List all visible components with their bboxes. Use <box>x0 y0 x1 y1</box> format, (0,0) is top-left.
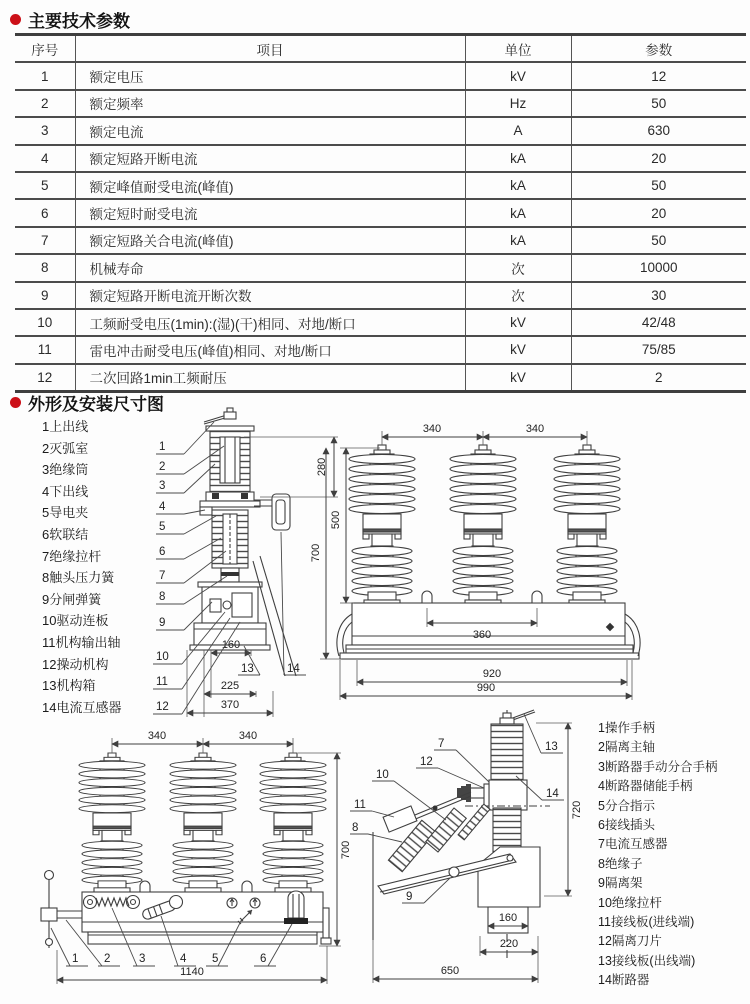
cell-item: 额定电流 <box>75 117 465 144</box>
callout-6: 6 <box>260 953 267 965</box>
parts-list-item: 3绝缘筒 <box>42 462 89 478</box>
cell-value: 75/85 <box>571 336 746 363</box>
dim-160: 160 <box>498 912 518 924</box>
parts-list-item: 11机构输出轴 <box>42 634 121 650</box>
dim-650: 650 <box>440 965 460 977</box>
dim-360: 360 <box>472 629 492 641</box>
table-header-row <box>15 35 746 63</box>
front-view-mechanism-diagram <box>28 722 378 1004</box>
dim-500: 500 <box>330 510 342 530</box>
callout-8: 8 <box>159 591 166 603</box>
callout-2: 2 <box>104 953 111 965</box>
parts-list-item: 9分闸弹簧 <box>42 591 102 607</box>
callout-12: 12 <box>420 756 433 768</box>
dim-370: 370 <box>220 699 240 711</box>
parts-list-item: 10驱动连板 <box>42 613 109 629</box>
parts-list-item: 4断路器储能手柄 <box>598 779 693 794</box>
parts-list-item: 7绝缘拉杆 <box>42 548 102 564</box>
table-row <box>15 227 746 254</box>
parts-list-item: 3断路器手动分合手柄 <box>598 759 718 774</box>
parts-list-item: 13机构箱 <box>42 678 96 694</box>
parts-list-item: 10绝缘拉杆 <box>598 895 662 910</box>
table-row <box>15 336 746 363</box>
table-row <box>15 145 746 172</box>
callout-7: 7 <box>159 570 166 582</box>
parts-list-item: 12隔离刀片 <box>598 934 662 949</box>
cell-unit: 次 <box>465 282 571 309</box>
callout-3: 3 <box>139 953 146 965</box>
table-row <box>15 309 746 336</box>
cell-value: 50 <box>571 227 746 254</box>
cell-item: 额定短路开断电流 <box>75 145 465 172</box>
table-row <box>15 199 746 226</box>
parts-list-item: 2隔离主轴 <box>598 740 655 755</box>
cell-value: 10000 <box>571 254 746 281</box>
parts-list-item: 5导电夹 <box>42 505 89 521</box>
callout-9: 9 <box>406 891 413 903</box>
cell-value: 50 <box>571 90 746 117</box>
parts-list-item: 5分合指示 <box>598 798 655 813</box>
red-bullet-icon <box>10 397 21 408</box>
table-row <box>15 62 746 89</box>
cell-index: 8 <box>15 254 75 281</box>
callout-5: 5 <box>212 953 219 965</box>
section-title-text: 主要技术参数 <box>28 12 130 31</box>
col-header-item: 项目 <box>75 35 465 63</box>
cell-unit: kA <box>465 199 571 226</box>
cell-unit: A <box>465 117 571 144</box>
callout-11: 11 <box>354 799 366 811</box>
table-row <box>15 90 746 117</box>
callout-14: 14 <box>546 788 559 800</box>
cell-value: 20 <box>571 199 746 226</box>
callout-5: 5 <box>159 521 166 533</box>
dim-225: 225 <box>220 680 240 692</box>
cell-index: 10 <box>15 309 75 336</box>
cell-value: 20 <box>571 145 746 172</box>
cell-item: 二次回路1min工频耐压 <box>75 364 465 392</box>
col-header-index: 序号 <box>31 42 59 58</box>
cell-value: 2 <box>571 364 746 392</box>
cell-item: 额定短路开断电流开断次数 <box>75 282 465 309</box>
cell-index: 7 <box>15 227 75 254</box>
dim-720: 720 <box>571 800 583 820</box>
dim-990: 990 <box>476 682 496 694</box>
cell-unit: kA <box>465 145 571 172</box>
cell-unit: kV <box>465 62 571 89</box>
cell-item: 雷电冲击耐受电压(峰值)相同、对地/断口 <box>75 336 465 363</box>
pole-parts-list <box>42 416 121 718</box>
callout-10: 10 <box>156 651 169 663</box>
cell-unit: kV <box>465 364 571 392</box>
cell-item: 工频耐受电压(1min):(湿)(干)相同、对地/断口 <box>75 309 465 336</box>
col-header-value: 参数 <box>571 35 746 63</box>
cell-item: 额定频率 <box>75 90 465 117</box>
red-bullet-icon <box>10 14 21 25</box>
cell-unit: kV <box>465 309 571 336</box>
cell-item: 额定短路关合电流(峰值) <box>75 227 465 254</box>
side-view-diagram <box>350 700 600 1004</box>
parts-list-item: 1上出线 <box>42 419 89 434</box>
callout-14: 14 <box>287 663 300 675</box>
cell-value: 42/48 <box>571 309 746 336</box>
cell-item: 额定峰值耐受电流(峰值) <box>75 172 465 199</box>
cell-item: 机械寿命 <box>75 254 465 281</box>
dim-700: 700 <box>310 543 322 563</box>
cell-value: 630 <box>571 117 746 144</box>
callout-13: 13 <box>241 663 254 675</box>
callout-4: 4 <box>159 501 166 513</box>
cell-index: 6 <box>15 199 75 226</box>
section-title-params <box>10 7 130 32</box>
parts-list-item: 4下出线 <box>42 483 89 499</box>
callout-8: 8 <box>352 822 359 834</box>
parts-list-item: 6软联结 <box>42 526 89 542</box>
cell-index: 9 <box>15 282 75 309</box>
cell-index: 4 <box>15 145 75 172</box>
cell-value: 12 <box>571 62 746 89</box>
table-row <box>15 117 746 144</box>
cell-index: 1 <box>15 62 75 89</box>
dim-700: 700 <box>340 840 352 860</box>
parts-list-item: 14断路器 <box>598 973 650 988</box>
cell-item: 额定短时耐受电流 <box>75 199 465 226</box>
dim-340-b: 340 <box>238 730 258 742</box>
parts-list-item: 8绝缘子 <box>598 856 643 871</box>
section-title-text: 外形及安装尺寸图 <box>28 395 164 414</box>
table-row <box>15 364 746 392</box>
cell-index: 5 <box>15 172 75 199</box>
callout-6: 6 <box>159 546 166 558</box>
parts-list-item: 6接线插头 <box>598 818 655 833</box>
table-row <box>15 254 746 281</box>
dim-920: 920 <box>482 668 502 680</box>
cell-unit: kA <box>465 227 571 254</box>
callout-9: 9 <box>159 617 166 629</box>
dim-1140: 1140 <box>180 966 204 978</box>
cell-unit: Hz <box>465 90 571 117</box>
table-row <box>15 282 746 309</box>
callout-7: 7 <box>438 738 445 750</box>
dim-340-a: 340 <box>422 423 442 435</box>
callout-1: 1 <box>159 441 166 453</box>
parts-list-item: 8触头压力簧 <box>42 570 115 586</box>
cell-unit: 次 <box>465 254 571 281</box>
callout-3: 3 <box>159 480 166 492</box>
cell-index: 2 <box>15 90 75 117</box>
dim-160: 160 <box>221 639 241 651</box>
cell-unit: kA <box>465 172 571 199</box>
cell-index: 12 <box>15 364 75 392</box>
callout-11: 11 <box>156 676 168 688</box>
parts-list-item: 1操作手柄 <box>598 721 655 735</box>
side-parts-list <box>598 719 717 991</box>
table-row <box>15 172 746 199</box>
cell-value: 30 <box>571 282 746 309</box>
cell-index: 11 <box>15 336 75 363</box>
cell-item: 额定电压 <box>75 62 465 89</box>
dim-280: 280 <box>316 457 328 477</box>
callout-2: 2 <box>159 461 166 473</box>
callout-4: 4 <box>180 953 187 965</box>
callout-13: 13 <box>545 741 558 753</box>
parameters-table <box>15 33 746 393</box>
parts-list-item: 14电流互感器 <box>42 699 122 715</box>
parts-list-item: 11接线板(进线端) <box>598 915 695 930</box>
parts-list-item: 12操动机构 <box>42 656 109 672</box>
parts-list-item: 9隔离架 <box>598 876 643 891</box>
parts-list-item: 2灭弧室 <box>42 440 89 456</box>
dim-220: 220 <box>499 938 519 950</box>
dim-340-b: 340 <box>525 423 545 435</box>
callout-12: 12 <box>156 701 169 713</box>
callout-1: 1 <box>72 953 79 965</box>
parts-list-item: 7电流互感器 <box>598 837 668 852</box>
cell-index: 3 <box>15 117 75 144</box>
col-header-unit: 单位 <box>465 35 571 63</box>
dim-340-a: 340 <box>147 730 167 742</box>
cell-value: 50 <box>571 172 746 199</box>
callout-10: 10 <box>376 769 389 781</box>
parts-list-item: 13接线板(出线端) <box>598 953 696 968</box>
front-view-diagram <box>310 420 750 710</box>
cell-unit: kV <box>465 336 571 363</box>
